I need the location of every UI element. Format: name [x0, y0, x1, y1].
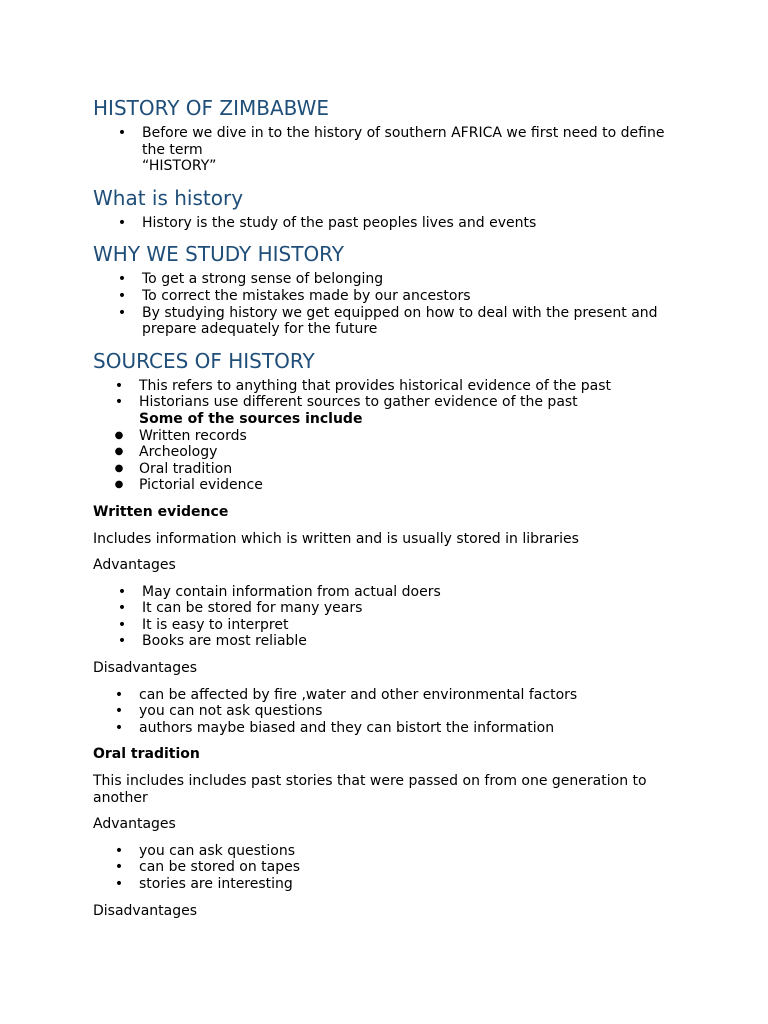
sources-subheading: Some of the sources include — [139, 410, 363, 427]
bullet-icon: • — [114, 859, 124, 876]
bullet-text: you can not ask questions — [139, 703, 323, 720]
sources-bullet-list — [93, 378, 683, 494]
list-item — [93, 444, 683, 461]
bullet-icon: ● — [114, 446, 124, 458]
bullet-icon: • — [117, 214, 127, 231]
section-heading-history-of-zimbabwe: HISTORY OF ZIMBABWE — [93, 96, 330, 120]
list-item — [93, 288, 683, 305]
oral-advantages-label: Advantages — [93, 816, 176, 833]
bullet-text: May contain information from actual doers — [142, 583, 441, 600]
bullet-icon: • — [117, 271, 127, 288]
list-item — [93, 584, 683, 601]
section-heading-sources-of-history: SOURCES OF HISTORY — [93, 348, 315, 373]
reasons-bullet-list — [93, 271, 683, 337]
list-item — [93, 720, 683, 737]
section-heading-what-is-history: What is history — [93, 185, 244, 210]
bullet-text-continuation: “HISTORY” — [142, 158, 217, 175]
bullet-icon: • — [114, 719, 124, 736]
oral-advantages-list — [93, 843, 683, 893]
bullet-text: can be stored on tapes — [139, 859, 301, 876]
bullet-icon: • — [117, 633, 127, 650]
bullet-icon: ● — [114, 462, 124, 474]
list-item — [93, 461, 683, 478]
bullet-icon: • — [117, 304, 127, 321]
list-item — [93, 394, 683, 427]
bullet-icon: • — [114, 842, 124, 859]
section-heading-why-we-study-history: WHY WE STUDY HISTORY — [93, 242, 345, 267]
written-advantages-list — [93, 584, 683, 650]
written-disadvantages-label: Disadvantages — [93, 660, 198, 677]
bullet-text: To get a strong sense of belonging — [142, 271, 384, 288]
list-item — [93, 703, 683, 720]
list-item — [93, 859, 683, 876]
bullet-icon: • — [114, 876, 124, 892]
bullet-text: can be affected by fire ,water and other environmental factors — [139, 686, 578, 703]
list-item — [93, 305, 683, 338]
document-body — [93, 95, 683, 919]
bullet-icon: • — [117, 600, 127, 617]
list-item — [93, 378, 683, 395]
oral-tradition-description: This includes includes past stories that were passed on from one generation to another — [93, 773, 647, 806]
list-item — [93, 876, 683, 893]
bullet-icon: • — [114, 703, 124, 720]
bullet-text: It is easy to interpret — [142, 616, 289, 633]
list-item — [93, 600, 683, 617]
oral-tradition-heading: Oral tradition — [93, 746, 200, 763]
list-item — [93, 215, 683, 232]
bullet-text: This refers to anything that provides historical evidence of the past — [139, 377, 611, 394]
bullet-text: Archeology — [139, 444, 218, 461]
bullet-icon: • — [117, 125, 127, 141]
bullet-icon: • — [114, 394, 124, 411]
bullet-text: Pictorial evidence — [139, 477, 263, 494]
list-item — [93, 843, 683, 860]
written-advantages-label: Advantages — [93, 557, 176, 574]
list-item — [93, 125, 683, 175]
bullet-icon: • — [117, 583, 127, 600]
intro-bullet-list — [93, 125, 683, 175]
bullet-icon: • — [117, 616, 127, 633]
written-disadvantages-list — [93, 687, 683, 737]
bullet-text: To correct the mistakes made by our ancestors — [142, 287, 471, 304]
bullet-text: Written records — [139, 427, 247, 444]
list-item — [93, 617, 683, 634]
oral-disadvantages-label: Disadvantages — [93, 902, 198, 919]
list-item — [93, 477, 683, 494]
bullet-text: authors maybe biased and they can bistort the information — [139, 719, 555, 736]
bullet-icon: ● — [114, 429, 124, 441]
bullet-text: you can ask questions — [139, 842, 295, 859]
bullet-text: It can be stored for many years — [142, 600, 363, 617]
bullet-text: History is the study of the past peoples lives and events — [142, 214, 537, 231]
bullet-text: Books are most reliable — [142, 633, 307, 650]
bullet-text: stories are interesting — [139, 876, 293, 892]
bullet-text: Before we dive in to the history of southern AFRICA we first need to define the term — [142, 125, 665, 158]
bullet-icon: ● — [114, 479, 124, 491]
list-item — [93, 428, 683, 445]
bullet-text: By studying history we get equipped on how to deal with the present and prepare adequately for the future — [142, 304, 658, 338]
written-evidence-description: Includes information which is written and is usually stored in libraries — [93, 530, 579, 547]
list-item — [93, 271, 683, 288]
list-item — [93, 633, 683, 650]
bullet-text: Oral tradition — [139, 460, 233, 477]
bullet-icon: • — [114, 377, 124, 394]
definition-bullet-list — [93, 215, 683, 232]
written-evidence-heading: Written evidence — [93, 503, 229, 520]
bullet-icon: • — [117, 287, 127, 304]
list-item — [93, 687, 683, 704]
bullet-icon: • — [114, 686, 124, 703]
bullet-text: Historians use different sources to gather evidence of the past — [139, 394, 578, 411]
